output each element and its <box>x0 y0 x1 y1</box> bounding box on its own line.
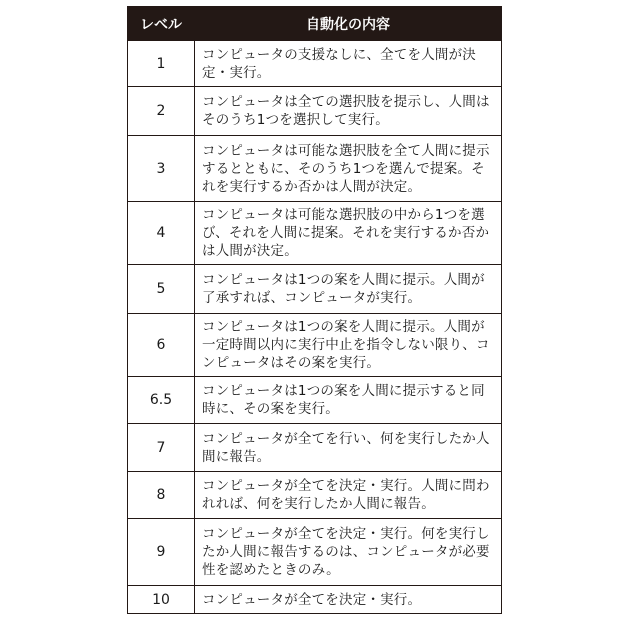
level-cell: 8 <box>128 472 195 519</box>
table-row <box>128 424 502 472</box>
header-content: 自動化の内容 <box>195 7 502 41</box>
level-cell: 6 <box>128 314 195 377</box>
table-row <box>128 377 502 424</box>
table-row <box>128 314 502 377</box>
table-row <box>128 586 502 614</box>
description-cell: コンピュータは1つの案を人間に提示。人間が了承すれば、コンピュータが実行。 <box>195 265 502 314</box>
level-cell: 5 <box>128 265 195 314</box>
table-header <box>128 7 502 41</box>
description-cell: コンピュータは可能な選択肢を全て人間に提示するとともに、そのうち1つを選んで提案。それを実行するか否かは人間が決定。 <box>195 136 502 202</box>
table-row <box>128 87 502 136</box>
description-cell: コンピュータは1つの案を人間に提示すると同時に、その案を実行。 <box>195 377 502 424</box>
header-level: レベル <box>128 7 195 41</box>
table-row <box>128 136 502 202</box>
table-row <box>128 265 502 314</box>
level-cell: 2 <box>128 87 195 136</box>
description-cell: コンピュータは可能な選択肢の中から1つを選び、それを人間に提案。それを実行するか否かは人間が決定。 <box>195 202 502 265</box>
level-cell: 7 <box>128 424 195 472</box>
description-cell: コンピュータが全てを決定・実行。人間に問われれば、何を実行したか人間に報告。 <box>195 472 502 519</box>
table-row <box>128 472 502 519</box>
table-row <box>128 519 502 586</box>
level-cell: 3 <box>128 136 195 202</box>
description-cell: コンピュータが全てを決定・実行。 <box>195 586 502 614</box>
table-body <box>128 41 502 614</box>
description-cell: コンピュータが全てを行い、何を実行したか人間に報告。 <box>195 424 502 472</box>
level-cell: 10 <box>128 586 195 614</box>
level-cell: 1 <box>128 41 195 87</box>
description-cell: コンピュータが全てを決定・実行。何を実行したか人間に報告するのは、コンピュータが必要性を認めたときのみ。 <box>195 519 502 586</box>
automation-levels-table <box>127 6 502 614</box>
table-row <box>128 202 502 265</box>
description-cell: コンピュータは全ての選択肢を提示し、人間はそのうち1つを選択して実行。 <box>195 87 502 136</box>
level-cell: 9 <box>128 519 195 586</box>
level-cell: 6.5 <box>128 377 195 424</box>
table-row <box>128 41 502 87</box>
description-cell: コンピュータは1つの案を人間に提示。人間が一定時間以内に実行中止を指令しない限り、コンピュータはその案を実行。 <box>195 314 502 377</box>
description-cell: コンピュータの支援なしに、全てを人間が決定・実行。 <box>195 41 502 87</box>
level-cell: 4 <box>128 202 195 265</box>
header-row <box>128 7 502 41</box>
